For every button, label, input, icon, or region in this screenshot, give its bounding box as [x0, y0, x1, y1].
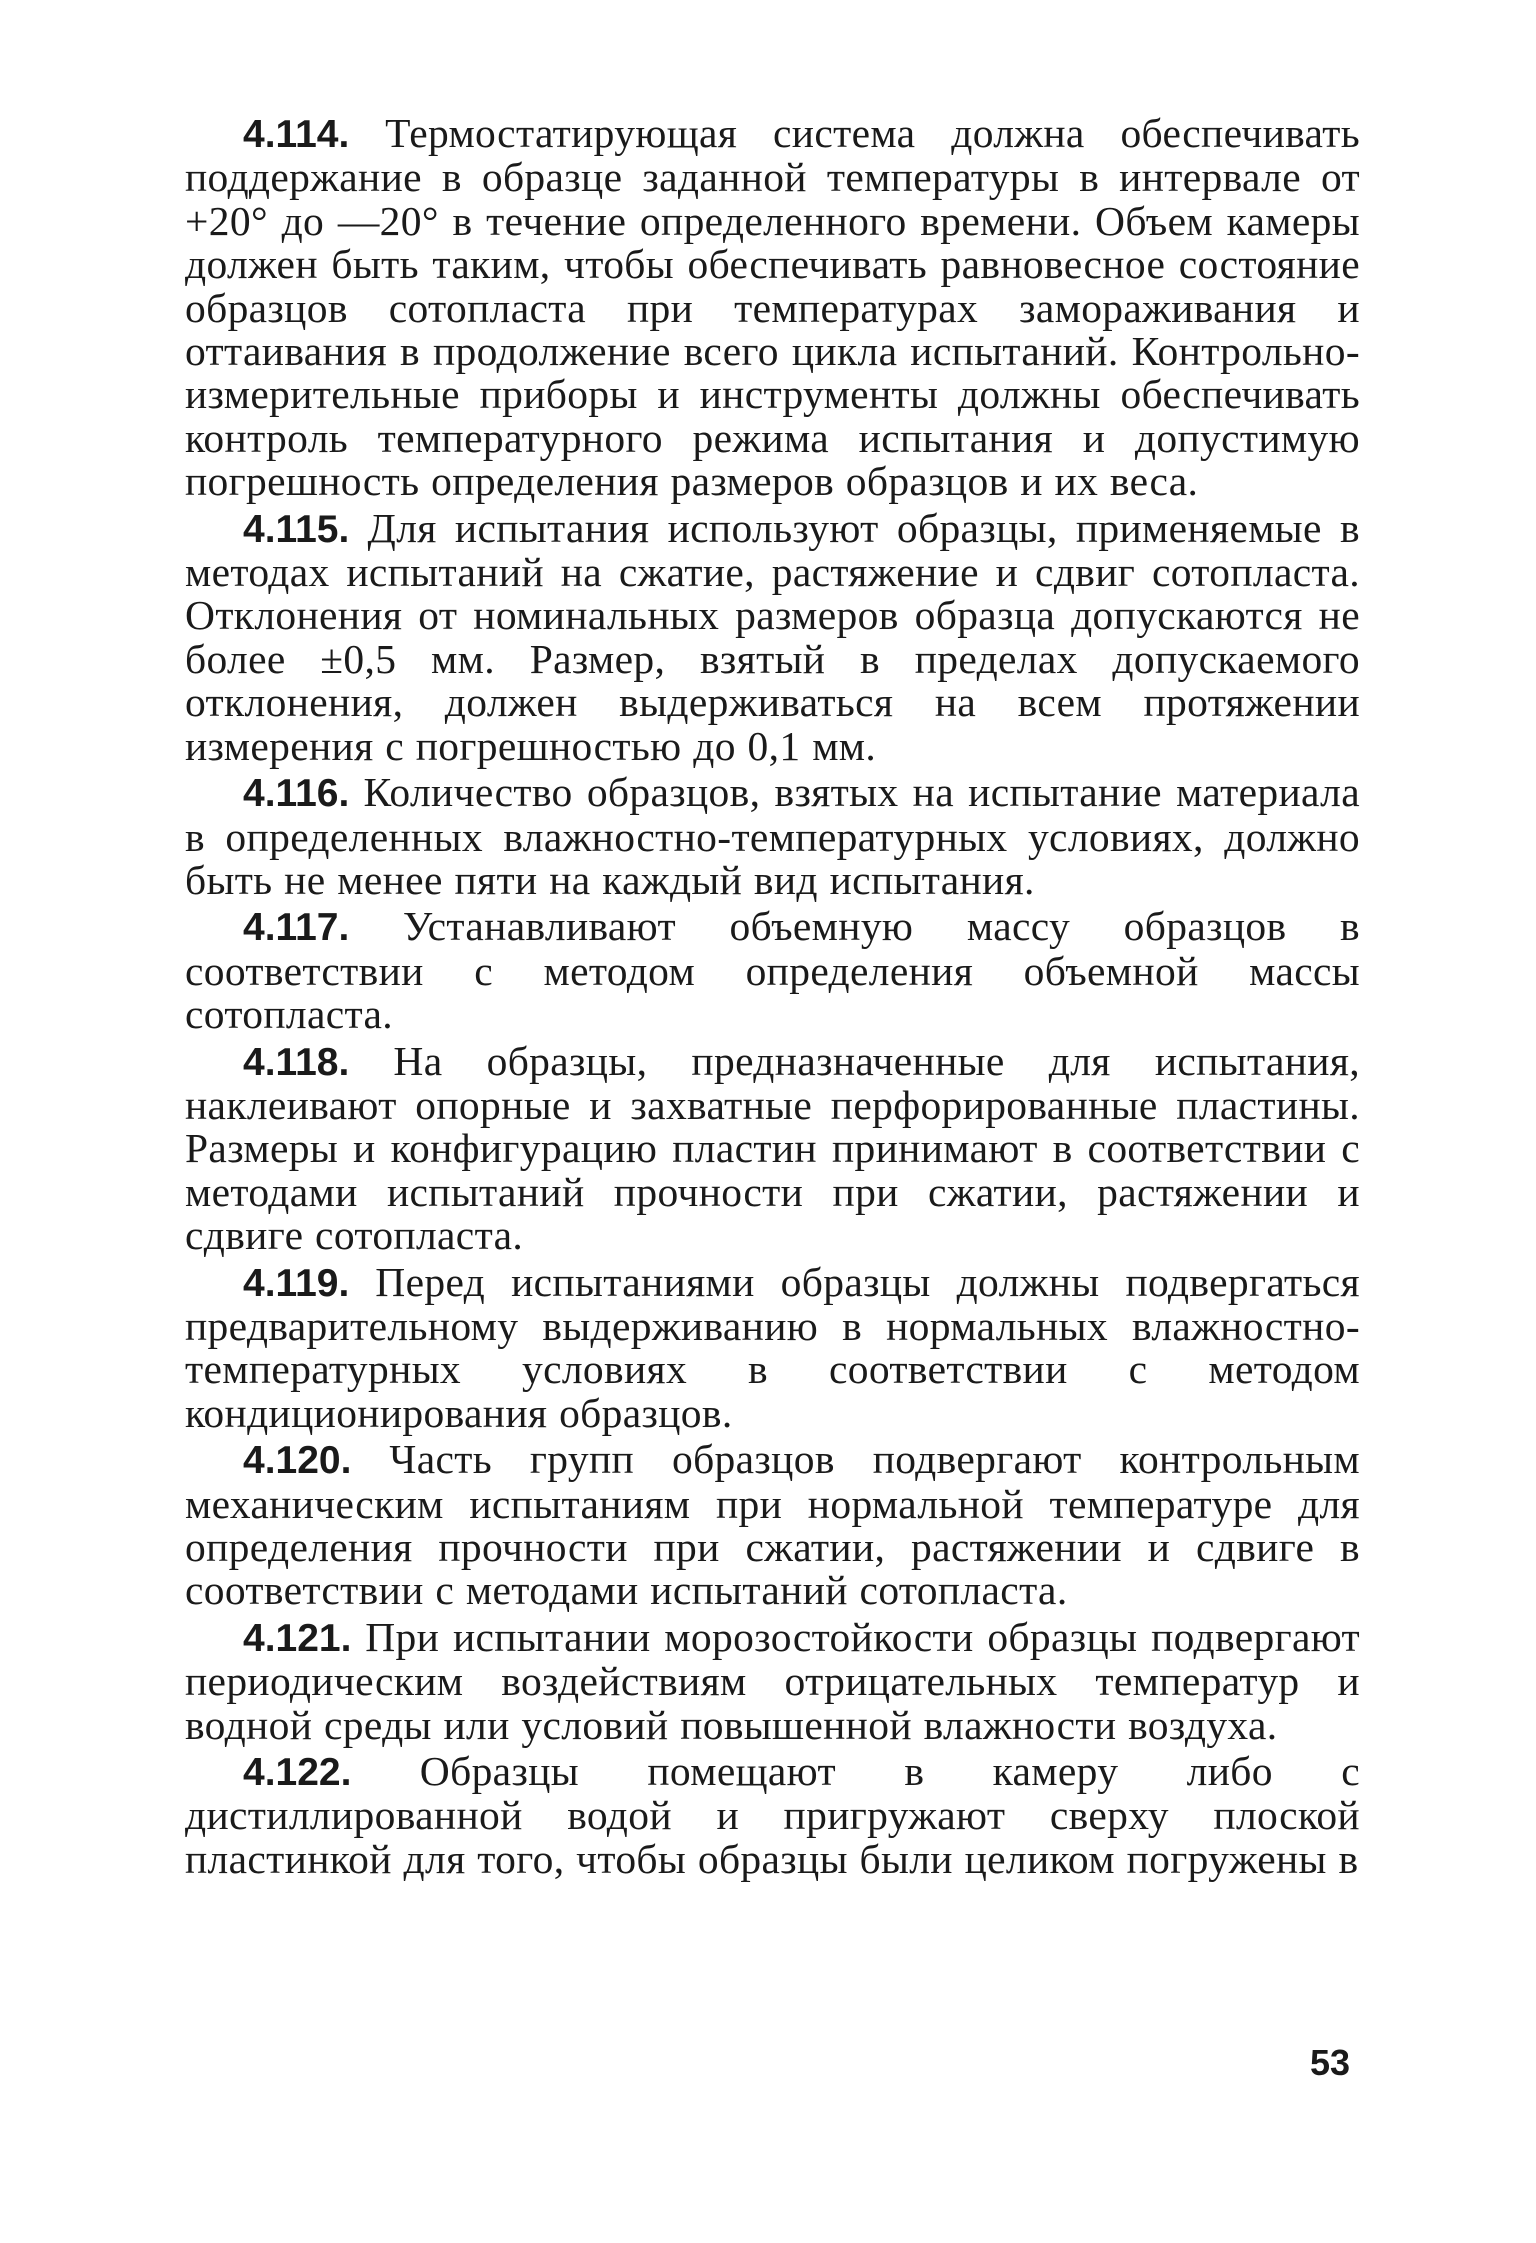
paragraph-4-119: [185, 1258, 1360, 1436]
paragraph-number: 4.122.: [243, 1751, 352, 1795]
paragraph-number: 4.121.: [243, 1616, 352, 1660]
paragraph-text: Термостатирующая система должна обеспечивать поддержание в образце заданной температуры в интервале от +20° до —20° в течение определенного времени. Объем камеры должен быть таким, чтобы обеспечивать равновесное состояние образцов сотопласта при температурах замораживания и оттаивания в продолжение всего цикла испытаний. Контрольно-измерительные приборы и инструменты должны обеспечивать контроль температурного режима испытания и допустимую погрешность определения размеров образцов и их веса.: [185, 110, 1360, 505]
paragraph-4-116: [185, 771, 1360, 902]
paragraph-number: 4.119.: [243, 1261, 350, 1305]
paragraph-text: На образцы, предназначенные для испытания, наклеивают опорные и захватные перфорированные пластины. Размеры и конфигурацию пластин принимают в соответствии с методами испытаний прочности при сжатии, растяжении и сдвиге сотопласта.: [185, 1037, 1360, 1259]
paragraph-text: Для испытания используют образцы, применяемые в методах испытаний на сжатие, растяжение и сдвиг сотопласта. Отклонения от номинальных размеров образца допускаются не более ±0,5 мм. Размер, взятый в пределах допускаемого отклонения, должен выдерживаться на всем протяжении измерения с погрешностью до 0,1 мм.: [185, 504, 1360, 769]
paragraph-number: 4.117.: [243, 906, 350, 950]
paragraph-4-118: [185, 1037, 1360, 1259]
page-body: [185, 112, 1360, 1884]
paragraph-number: 4.115.: [243, 507, 350, 551]
paragraph-4-114: [185, 112, 1360, 504]
paragraph-text: Перед испытаниями образцы должны подвергаться предварительному выдерживанию в нормальных влажностно-температурных условиях в соответствии с методом кондиционирования образцов.: [185, 1258, 1360, 1436]
paragraph-4-121: [185, 1613, 1361, 1748]
paragraph-text: Устанавливают объемную массу образцов в соответствии с методом определения объемной массы сотопласта.: [185, 903, 1360, 1038]
paragraph-number: 4.114.: [243, 113, 350, 156]
paragraph-text: Часть групп образцов подвергают контрольным механическим испытаниям при нормальной температуре для определения прочности при сжатии, растяжении и сдвиге в соответствии с методами испытаний сотопласта.: [185, 1436, 1361, 1614]
paragraph-number: 4.120.: [243, 1439, 352, 1483]
paragraph-number: 4.118.: [243, 1040, 350, 1084]
paragraph-4-117: [185, 905, 1360, 1036]
page-number: 53: [1310, 2042, 1351, 2083]
paragraph-4-122: [185, 1750, 1360, 1881]
paragraph-4-120: [185, 1438, 1360, 1613]
paragraph-text: Образцы помещают в камеру либо с дистиллированной водой и пригружают сверху плоской пластинкой для того, чтобы образцы были целиком погружены в: [185, 1748, 1360, 1882]
paragraph-4-115: [185, 504, 1360, 769]
paragraph-text: При испытании морозостойкости образцы подвергают периодическим воздействиям отрицательных температур и водной среды или условий повышенной влажности воздуха.: [185, 1613, 1361, 1748]
paragraph-text: Количество образцов, взятых на испытание материала в определенных влажностно-температурных условиях, должно быть не менее пяти на каждый вид испытания.: [185, 769, 1360, 903]
paragraph-number: 4.116.: [243, 772, 350, 816]
